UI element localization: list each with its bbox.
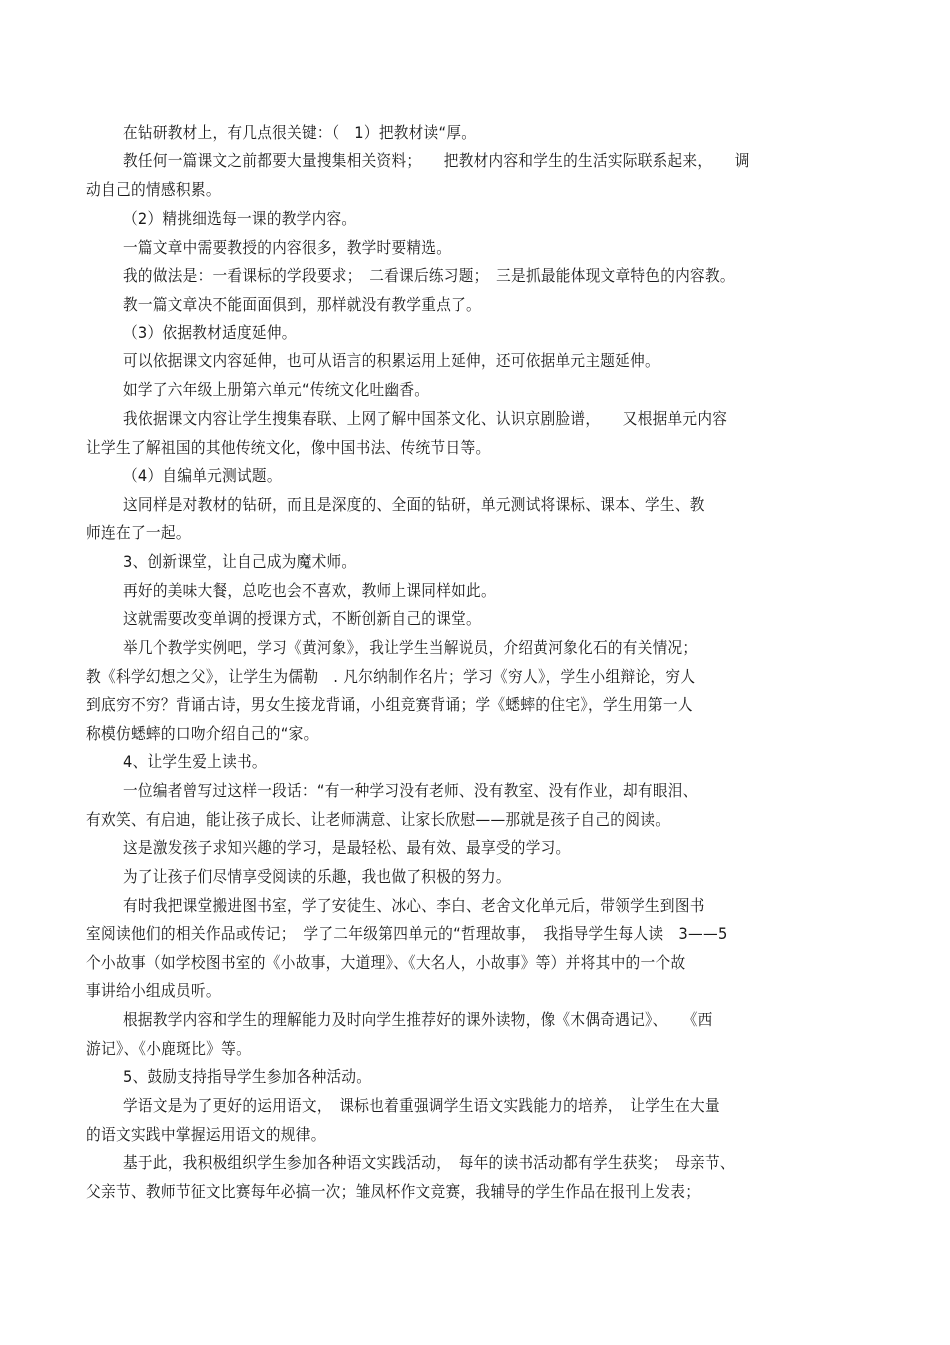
text-line: 4、让学生爱上读书。 <box>123 752 267 771</box>
text-line: 如学了六年级上册第六单元“传统文化吐幽香。 <box>123 380 430 399</box>
text-line: 室阅读他们的相关作品或传记； 学了二年级第四单元的“哲理故事， 我指导学生每人读 3——5 <box>86 924 728 943</box>
text-line: 为了让孩子们尽情享受阅读的乐趣，我也做了积极的努力。 <box>123 867 511 886</box>
text-line: 师连在了一起。 <box>86 523 191 542</box>
text-line: 学语文是为了更好的运用语文， 课标也着重强调学生语文实践能力的培养， 让学生在大量 <box>123 1096 720 1115</box>
text-line: （4）自编单元测试题。 <box>123 466 282 485</box>
text-line: 教任何一篇课文之前都要大量搜集相关资料； 把教材内容和学生的生活实际联系起来， 调 <box>123 151 750 170</box>
text-line: 称模仿蟋蟀的口吻介绍自己的“家。 <box>86 724 319 743</box>
text-line: 教《科学幻想之父》，让学生为儒勒 . 凡尔纳制作名片；学习《穷人》，学生小组辩论，穷人 <box>86 667 696 686</box>
text-line: 一位编者曾写过这样一段话：“有一种学习没有老师、没有教室、没有作业，却有眼泪、 <box>123 781 698 800</box>
text-line: 这是激发孩子求知兴趣的学习，是最轻松、最有效、最享受的学习。 <box>123 838 571 857</box>
text-line: 父亲节、教师节征文比赛每年必搞一次；雏凤杯作文竞赛，我辅导的学生作品在报刊上发表； <box>86 1182 701 1201</box>
text-line: 教一篇文章决不能面面俱到，那样就没有教学重点了。 <box>123 295 481 314</box>
text-line: 事讲给小组成员听。 <box>86 981 221 1000</box>
text-line: （3）依据教材适度延伸。 <box>123 323 297 342</box>
text-line: 可以依据课文内容延伸，也可从语言的积累运用上延伸，还可依据单元主题延伸。 <box>123 351 660 370</box>
text-line: 我依据课文内容让学生搜集春联、上网了解中国茶文化、认识京剧脸谱， 又根据单元内容 <box>123 409 728 428</box>
text-line: 根据教学内容和学生的理解能力及时向学生推荐好的课外读物，像《木偶奇遇记》、 《西 <box>123 1010 713 1029</box>
text-line: 让学生了解祖国的其他传统文化，像中国书法、传统节日等。 <box>86 438 491 457</box>
text-line: 3、创新课堂，让自己成为魔术师。 <box>123 552 357 571</box>
text-line: 动自己的情感积累。 <box>86 180 221 199</box>
text-line: 这同样是对教材的钻研，而且是深度的、全面的钻研，单元测试将课标、课本、学生、教 <box>123 495 705 514</box>
text-line: 再好的美味大餐，总吃也会不喜欢，教师上课同样如此。 <box>123 581 496 600</box>
text-line: 这就需要改变单调的授课方式，不断创新自己的课堂。 <box>123 609 481 628</box>
text-line: 举几个教学实例吧，学习《黄河象》，我让学生当解说员，介绍黄河象化石的有关情况； <box>123 638 698 657</box>
text-line: 游记》、《小鹿斑比》等。 <box>86 1039 252 1058</box>
text-line: 有欢笑、有启迪，能让孩子成长、让老师满意、让家长欣慰——那就是孩子自己的阅读。 <box>86 810 671 829</box>
text-line: 个小故事（如学校图书室的《小故事，大道理》、《大名人，小故事》等）并将其中的一个故 <box>86 953 686 972</box>
text-line: 一篇文章中需要教授的内容很多，教学时要精选。 <box>123 238 452 257</box>
text-line: 5、鼓励支持指导学生参加各种活动。 <box>123 1067 372 1086</box>
text-line: （2）精挑细选每一课的教学内容。 <box>123 209 357 228</box>
text-line: 基于此，我积极组织学生参加各种语文实践活动， 每年的读书活动都有学生获奖； 母亲节、 <box>123 1153 735 1172</box>
text-line: 有时我把课堂搬进图书室，学了安徒生、冰心、李白、老舍文化单元后，带领学生到图书 <box>123 896 705 915</box>
text-line: 到底穷不穷？背诵古诗，男女生接龙背诵，小组竞赛背诵；学《蟋蟀的住宅》，学生用第一人 <box>86 695 693 714</box>
text-line: 在钻研教材上，有几点很关键：（ 1）把教材读“厚。 <box>123 123 477 142</box>
text-line: 的语文实践中掌握运用语文的规律。 <box>86 1125 326 1144</box>
text-line: 我的做法是：一看课标的学段要求； 二看课后练习题； 三是抓最能体现文章特色的内容教。 <box>123 266 735 285</box>
